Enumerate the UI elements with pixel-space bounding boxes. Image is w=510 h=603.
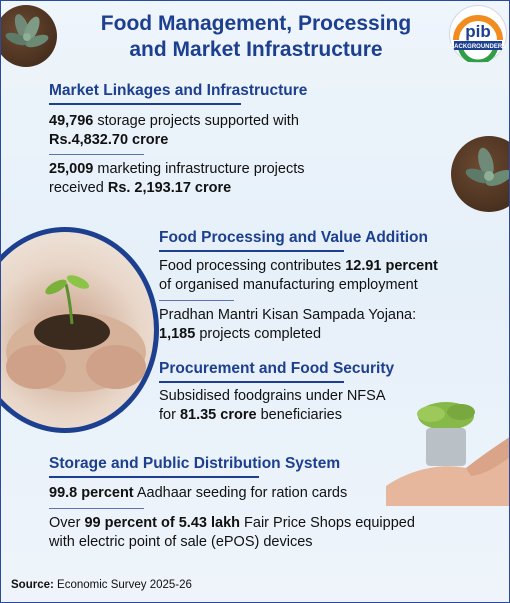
section-title-processing: Food Processing and Value Addition <box>159 229 428 246</box>
source-text: Economic Survey 2025-26 <box>53 579 192 591</box>
title-line-2: and Market Infrastructure <box>129 38 383 61</box>
item-text: Subsidised foodgrains under NFSA <box>159 388 386 404</box>
list-item <box>49 160 305 198</box>
list-item <box>49 484 347 503</box>
divider <box>49 508 144 509</box>
list-item <box>49 112 299 150</box>
item-text: Aadhaar seeding for ration cards <box>133 485 348 501</box>
section-title-storage: Storage and Public Distribution System <box>49 455 341 472</box>
list-item <box>159 387 386 425</box>
list-item <box>159 306 416 344</box>
item-text: Food processing contributes <box>159 258 346 274</box>
pib-logo-graphic <box>450 6 506 62</box>
item-text: Pradhan Mantri Kisan Sampada Yojana: <box>159 307 417 323</box>
item-text: received <box>49 180 108 196</box>
source-label: Source: <box>11 579 54 591</box>
section-underline <box>159 250 344 252</box>
hands-sprout-photo <box>0 227 159 433</box>
list-item <box>159 257 438 295</box>
succulent-pot-image <box>0 5 57 67</box>
stat-value: 49,796 <box>49 113 94 129</box>
succulent-pot-image <box>451 136 510 212</box>
pib-logo-text: pib <box>465 22 491 41</box>
divider <box>159 300 234 301</box>
stat-value: 12.91 percent <box>345 258 438 274</box>
stat-value: 99.8 percent <box>49 485 134 501</box>
potted-plant-icon <box>386 396 510 506</box>
section-underline <box>49 476 259 478</box>
title-line-1: Food Management, Processing <box>100 12 412 35</box>
item-text: storage projects supported with <box>93 113 299 129</box>
section-underline <box>159 381 344 383</box>
item-text: beneficiaries <box>256 407 342 423</box>
pib-logo <box>449 5 507 63</box>
pib-logo-subtext: BACKGROUNDERS <box>450 44 506 50</box>
item-text: for <box>159 407 180 423</box>
list-item <box>49 514 415 552</box>
divider <box>49 154 144 155</box>
item-text: with electric point of sale (ePOS) devices <box>49 534 313 550</box>
item-text: of organised manufacturing employment <box>159 277 418 293</box>
stat-value: Rs.4,832.70 crore <box>49 132 169 148</box>
section-underline <box>49 103 241 105</box>
succulent-leaves-icon <box>451 136 510 212</box>
stat-value: 99 percent of 5.43 lakh <box>84 515 240 531</box>
stat-value: 25,009 <box>49 161 94 177</box>
source-note <box>11 579 192 591</box>
section-title-market: Market Linkages and Infrastructure <box>49 82 308 99</box>
stat-value: 81.35 crore <box>179 407 257 423</box>
stat-value: 1,185 <box>159 326 196 342</box>
succulent-leaves-icon <box>0 5 57 67</box>
item-text: Fair Price Shops equipped <box>240 515 415 531</box>
stat-value: Rs. 2,193.17 crore <box>107 180 232 196</box>
item-text: projects completed <box>195 326 322 342</box>
section-title-procurement: Procurement and Food Security <box>159 360 395 377</box>
page-title <box>71 11 441 63</box>
sprout-in-soil-icon <box>0 232 154 428</box>
potted-plant-hand-photo <box>386 396 510 506</box>
item-text: Over <box>49 515 85 531</box>
item-text: marketing infrastructure projects <box>93 161 305 177</box>
